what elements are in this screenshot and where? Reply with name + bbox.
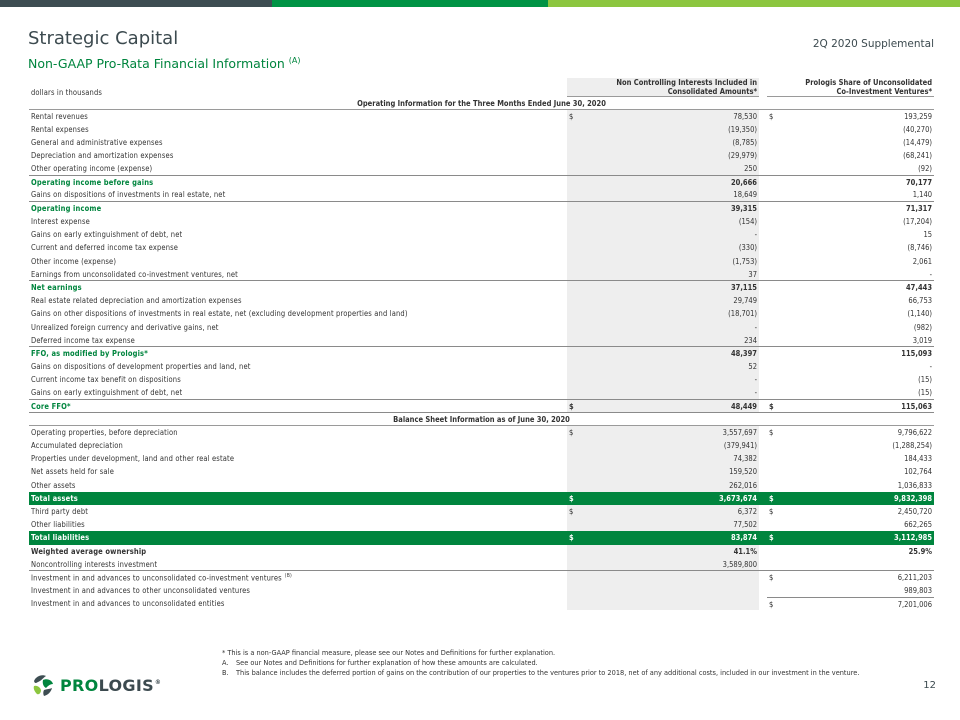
table-row	[29, 505, 934, 518]
table-row	[29, 175, 934, 188]
row-gap	[759, 584, 767, 597]
row-currency-2	[767, 268, 777, 281]
table-row	[29, 149, 934, 162]
row-label: Other assets	[31, 480, 76, 490]
row-gap	[759, 465, 767, 478]
table-row	[29, 584, 934, 597]
row-value-1: 52	[577, 360, 759, 373]
table-row	[29, 571, 934, 584]
row-value-2: (40,270)	[903, 124, 933, 134]
row-value-2	[777, 558, 934, 571]
row-gap	[759, 400, 767, 413]
footnote-b-text: This balance includes the deferred portion of gains on the contribution of our properties to the ventures prior to 2018, net of any additional costs, included in our investment in the venture.	[236, 669, 860, 677]
row-label: Earnings from unconsolidated co-investment ventures, net	[31, 269, 238, 279]
row-value-2: (68,241)	[903, 151, 933, 161]
row-currency-2	[767, 307, 777, 320]
row-label: Interest expense	[31, 217, 90, 227]
table-row	[29, 465, 934, 478]
row-gap	[759, 110, 767, 123]
row-gap	[759, 294, 767, 307]
row-value-2: 115,093	[777, 347, 934, 360]
row-label-text: Investment in and advances to unconsolidated co-investment ventures	[31, 573, 282, 583]
row-currency-1	[567, 123, 577, 136]
row-currency-1	[567, 215, 577, 228]
row-value-2: -	[929, 362, 933, 372]
row-gap	[759, 439, 767, 452]
row-value-2: 989,803	[904, 585, 933, 595]
top-color-bar	[0, 0, 960, 7]
row-gap	[759, 505, 767, 518]
row-value-2: (15)	[918, 375, 933, 385]
row-value-2: 70,177	[777, 175, 934, 188]
row-currency-1	[567, 452, 577, 465]
row-gap	[759, 255, 767, 268]
row-label: Operating income	[29, 202, 567, 215]
row-label: Gains on dispositions of development properties and land, net	[31, 362, 251, 372]
row-label: Operating properties, before depreciation	[31, 428, 178, 438]
row-label: Rental revenues	[31, 111, 88, 121]
page-number: 12	[923, 680, 936, 691]
row-label: Properties under development, land and other real estate	[31, 454, 235, 464]
row-currency-2	[767, 479, 777, 492]
row-currency-2	[767, 281, 777, 294]
row-gap	[759, 241, 767, 254]
row-gap	[759, 228, 767, 241]
row-value-1: (330)	[577, 241, 759, 254]
row-value-2: (982)	[913, 322, 933, 332]
row-currency-1	[567, 136, 577, 149]
row-label: Operating income before gains	[29, 175, 567, 188]
row-currency-2	[767, 294, 777, 307]
row-value-1: (18,701)	[577, 307, 759, 320]
col2-header-line2: Co-Investment Ventures*	[836, 87, 933, 96]
row-currency-2: $	[767, 492, 777, 505]
row-label: Net assets held for sale	[31, 467, 115, 477]
row-currency-1: $	[567, 531, 577, 544]
row-gap	[759, 426, 767, 439]
row-gap	[759, 123, 767, 136]
table-row	[29, 307, 934, 320]
row-currency-2	[767, 558, 777, 571]
row-value-2: 3,112,985	[777, 531, 934, 544]
row-label: Deferred income tax expense	[31, 335, 135, 345]
row-currency-2	[767, 149, 777, 162]
row-gap	[759, 360, 767, 373]
row-value-2: (15)	[918, 388, 933, 398]
table-row	[29, 439, 934, 452]
row-value-2: 1,036,833	[897, 480, 933, 490]
financial-table	[29, 78, 934, 610]
row-gap	[759, 215, 767, 228]
row-value-1: 48,397	[577, 347, 759, 360]
row-currency-2	[767, 202, 777, 215]
row-currency-1	[567, 597, 577, 610]
section-header-operating	[29, 97, 934, 110]
row-value-1	[577, 597, 759, 610]
footnote-a-text: See our Notes and Definitions for further explanation of how these amounts are calculated.	[236, 659, 538, 667]
row-label: Other income (expense)	[31, 256, 117, 266]
table-row	[29, 492, 934, 505]
row-value-2: 3,019	[912, 335, 933, 345]
row-currency-2	[767, 452, 777, 465]
row-label: Real estate related depreciation and amortization expenses	[31, 296, 242, 306]
row-currency-1	[567, 386, 577, 399]
table-row	[29, 373, 934, 386]
row-currency-1	[567, 360, 577, 373]
section-title-balance-sheet: Balance Sheet Information as of June 30, 2020	[29, 413, 934, 426]
row-gap	[759, 202, 767, 215]
row-value-1: (154)	[577, 215, 759, 228]
table-row	[29, 558, 934, 571]
row-currency-1	[567, 281, 577, 294]
row-currency-1	[567, 479, 577, 492]
footnote-a-mark: A.	[222, 659, 229, 667]
row-currency-2	[767, 321, 777, 334]
table-row	[29, 215, 934, 228]
table-row	[29, 452, 934, 465]
row-value-1: 83,874	[577, 531, 759, 544]
row-gap	[759, 162, 767, 175]
table-row	[29, 360, 934, 373]
row-currency-1	[567, 268, 577, 281]
row-label: Current and deferred income tax expense	[31, 243, 179, 253]
row-label: Noncontrolling interests investment	[31, 559, 158, 569]
row-value-1: 74,382	[577, 452, 759, 465]
row-value-2: 25.9%	[908, 546, 933, 556]
row-value-2: 193,259	[904, 111, 933, 121]
row-value-2: (17,204)	[903, 217, 933, 227]
row-currency-1	[567, 584, 577, 597]
row-label: Gains on early extinguishment of debt, net	[31, 230, 183, 240]
row-currency-1	[567, 571, 577, 584]
row-value-2: 9,796,622	[897, 428, 933, 438]
row-currency-1	[567, 162, 577, 175]
row-value-2: 1,140	[912, 190, 933, 200]
row-currency-1	[567, 202, 577, 215]
row-value-2: 102,764	[904, 467, 933, 477]
top-bar-segment-green	[272, 0, 548, 7]
row-value-1: 18,649	[577, 189, 759, 202]
row-value-2: 15	[923, 230, 933, 240]
row-value-2: -	[929, 269, 933, 279]
row-value-2: 71,317	[777, 202, 934, 215]
table-row	[29, 255, 934, 268]
row-value-2: 662,265	[904, 520, 933, 530]
row-currency-1	[567, 228, 577, 241]
footnote-b	[222, 668, 862, 678]
row-currency-2	[767, 228, 777, 241]
row-gap	[759, 597, 767, 610]
logo-wordmark: PROLOGIS®	[60, 675, 162, 695]
table-row	[29, 531, 934, 544]
row-currency-2	[767, 215, 777, 228]
row-value-1: (19,350)	[577, 123, 759, 136]
supplemental-label: 2Q 2020 Supplemental	[812, 38, 934, 50]
table-row	[29, 228, 934, 241]
table-row	[29, 241, 934, 254]
row-value-1: 159,520	[577, 465, 759, 478]
row-gap	[759, 518, 767, 531]
row-label: Depreciation and amortization expenses	[31, 151, 174, 161]
footnote-star	[222, 648, 862, 658]
row-currency-2	[767, 162, 777, 175]
row-value-1: 48,449	[577, 400, 759, 413]
row-value-1: 3,557,697	[577, 426, 759, 439]
row-value-1: -	[577, 321, 759, 334]
row-currency-2	[767, 360, 777, 373]
table-row	[29, 202, 934, 215]
table-row	[29, 136, 934, 149]
row-label: Other operating income (expense)	[31, 164, 153, 174]
row-currency-1	[567, 518, 577, 531]
col1-header-line2: Consolidated Amounts*	[667, 87, 758, 96]
row-currency-2: $	[767, 531, 777, 544]
table-row	[29, 347, 934, 360]
row-currency-1	[567, 334, 577, 347]
col2-header-line1: Prologis Share of Unconsolidated	[805, 78, 933, 87]
row-currency-2	[767, 175, 777, 188]
row-currency-2: $	[767, 400, 777, 413]
row-label: Core FFO*	[29, 400, 567, 413]
row-currency-1	[567, 307, 577, 320]
row-currency-1	[567, 545, 577, 558]
row-value-1: 37,115	[577, 281, 759, 294]
row-label: Weighted average ownership	[31, 546, 147, 556]
row-currency-2	[767, 465, 777, 478]
table-row	[29, 518, 934, 531]
table-row	[29, 189, 934, 202]
footnote-star-text: * This is a non-GAAP financial measure, please see our Notes and Definitions for further explanation.	[222, 649, 556, 657]
row-currency-2	[767, 386, 777, 399]
row-currency-1	[567, 439, 577, 452]
row-gap	[759, 268, 767, 281]
row-gap	[759, 571, 767, 584]
top-bar-segment-dark	[0, 0, 272, 7]
row-gap	[759, 347, 767, 360]
row-currency-2	[767, 545, 777, 558]
row-currency-1: $	[567, 400, 577, 413]
row-value-2: 2,450,720	[897, 507, 933, 517]
table-row	[29, 545, 934, 558]
table-row	[29, 281, 934, 294]
row-gap	[759, 479, 767, 492]
row-value-2: (92)	[918, 164, 933, 174]
row-value-1: 37	[577, 268, 759, 281]
row-value-2: 9,832,398	[777, 492, 934, 505]
row-value-1: 250	[577, 162, 759, 175]
row-value-1	[577, 584, 759, 597]
row-currency-2	[767, 241, 777, 254]
row-gap	[759, 175, 767, 188]
row-value-2: 7,201,006	[777, 597, 934, 610]
row-currency-2: $	[769, 428, 774, 438]
table-row	[29, 334, 934, 347]
table-row	[29, 386, 934, 399]
subtitle-note: (A)	[288, 56, 301, 65]
row-label: Gains on other dispositions of investments in real estate, net (excluding development properties and land)	[31, 309, 408, 319]
row-value-2: (1,140)	[907, 309, 933, 319]
row-gap	[759, 307, 767, 320]
row-currency-2	[767, 347, 777, 360]
row-label: Unrealized foreign currency and derivative gains, net	[31, 322, 219, 332]
row-currency-1	[567, 149, 577, 162]
row-label: Third party debt	[31, 507, 89, 517]
table-row	[29, 426, 934, 439]
subtitle-text: Non-GAAP Pro-Rata Financial Information	[28, 56, 285, 72]
row-currency-2: $	[769, 507, 774, 517]
row-gap	[759, 321, 767, 334]
row-value-1: (29,979)	[577, 149, 759, 162]
row-label: General and administrative expenses	[31, 137, 163, 147]
row-value-2: 184,433	[904, 454, 933, 464]
col1-header-line1: Non Controlling Interests Included in	[616, 78, 758, 87]
row-value-2: (8,746)	[907, 243, 933, 253]
row-value-1: (1,753)	[577, 255, 759, 268]
row-currency-1	[567, 255, 577, 268]
row-gap	[759, 189, 767, 202]
table-row	[29, 268, 934, 281]
row-currency-2: $	[767, 597, 777, 610]
row-currency-2	[767, 518, 777, 531]
row-currency-1	[567, 175, 577, 188]
table-row	[29, 110, 934, 123]
col1-header	[567, 78, 759, 97]
row-currency-1	[567, 189, 577, 202]
row-currency-1: $	[567, 426, 577, 439]
row-currency-1	[567, 347, 577, 360]
row-value-1: 6,372	[577, 505, 759, 518]
row-value-2: (14,479)	[903, 137, 933, 147]
row-value-1: 262,016	[577, 479, 759, 492]
row-label: Investment in and advances to other unconsolidated ventures	[31, 586, 251, 596]
row-currency-2	[767, 189, 777, 202]
row-value-1: 234	[577, 334, 759, 347]
row-value-1: 20,666	[577, 175, 759, 188]
row-label: Gains on early extinguishment of debt, net	[31, 388, 183, 398]
row-value-1: 29,749	[577, 294, 759, 307]
row-value-1: -	[577, 386, 759, 399]
table-row	[29, 162, 934, 175]
row-value-1: 3,673,674	[577, 492, 759, 505]
row-currency-1: $	[567, 110, 577, 123]
row-label: Gains on dispositions of investments in real estate, net	[31, 190, 226, 200]
row-gap	[759, 386, 767, 399]
row-gap	[759, 531, 767, 544]
page-title: Strategic Capital	[28, 28, 179, 49]
row-value-2: (1,288,254)	[892, 441, 933, 451]
row-gap	[759, 334, 767, 347]
row-currency-2: $	[769, 111, 774, 121]
col2-header	[767, 78, 934, 97]
row-gap	[759, 492, 767, 505]
row-gap	[759, 281, 767, 294]
row-label: Net earnings	[29, 281, 567, 294]
table-header-row	[29, 78, 934, 97]
footnotes	[222, 648, 862, 678]
row-value-1: -	[577, 228, 759, 241]
row-label-note: (B)	[284, 572, 292, 579]
page-subtitle	[28, 56, 300, 71]
row-label: Accumulated depreciation	[31, 441, 123, 451]
top-bar-segment-light-green	[548, 0, 960, 7]
row-currency-2	[767, 255, 777, 268]
row-gap	[759, 452, 767, 465]
row-label: Current income tax benefit on dispositions	[31, 375, 181, 385]
row-value-1: 41.1%	[577, 545, 759, 558]
row-value-1: 78,530	[577, 110, 759, 123]
row-label	[29, 571, 567, 584]
prologis-logo	[30, 672, 161, 698]
table-row	[29, 123, 934, 136]
row-currency-2	[767, 373, 777, 386]
row-value-1: (8,785)	[577, 136, 759, 149]
row-value-1	[577, 571, 759, 584]
row-value-2: 2,061	[912, 256, 933, 266]
table-row	[29, 294, 934, 307]
row-gap	[759, 373, 767, 386]
row-label: Other liabilities	[31, 520, 85, 530]
row-currency-2	[767, 584, 777, 597]
row-currency-1: $	[567, 492, 577, 505]
financial-table-container	[29, 78, 934, 610]
row-label: Rental expenses	[31, 124, 89, 134]
row-gap	[759, 149, 767, 162]
row-label: Total assets	[29, 492, 567, 505]
footnote-a	[222, 658, 862, 668]
row-currency-1	[567, 558, 577, 571]
row-value-2: 66,753	[908, 296, 933, 306]
row-currency-1	[567, 241, 577, 254]
table-row	[29, 321, 934, 334]
unit-label: dollars in thousands	[31, 87, 103, 97]
row-gap	[759, 558, 767, 571]
row-value-1: 3,589,800	[577, 558, 759, 571]
row-label: FFO, as modified by Prologis*	[29, 347, 567, 360]
section-title-operating: Operating Information for the Three Months Ended June 30, 2020	[29, 97, 934, 110]
prologis-globe-icon	[30, 672, 56, 698]
row-currency-2	[767, 334, 777, 347]
row-currency-1	[567, 465, 577, 478]
section-header-balance-sheet	[29, 413, 934, 426]
row-value-1: (379,941)	[577, 439, 759, 452]
row-currency-2	[767, 136, 777, 149]
row-value-2: 6,211,203	[777, 571, 934, 584]
row-label: Investment in and advances to unconsolidated entities	[31, 599, 225, 609]
row-currency-2	[767, 123, 777, 136]
row-value-1: -	[577, 373, 759, 386]
row-value-2: 47,443	[777, 281, 934, 294]
table-row	[29, 597, 934, 610]
row-currency-1	[567, 294, 577, 307]
footnote-b-mark: B.	[222, 669, 229, 677]
row-label: Total liabilities	[29, 531, 567, 544]
row-gap	[759, 136, 767, 149]
row-value-1: 77,502	[577, 518, 759, 531]
table-row	[29, 479, 934, 492]
row-gap	[759, 545, 767, 558]
table-row	[29, 400, 934, 413]
row-currency-1	[567, 321, 577, 334]
row-currency-1	[567, 373, 577, 386]
row-currency-1: $	[567, 505, 577, 518]
row-value-2: 115,063	[777, 400, 934, 413]
row-currency-2: $	[767, 571, 777, 584]
row-currency-2	[767, 439, 777, 452]
row-value-1: 39,315	[577, 202, 759, 215]
